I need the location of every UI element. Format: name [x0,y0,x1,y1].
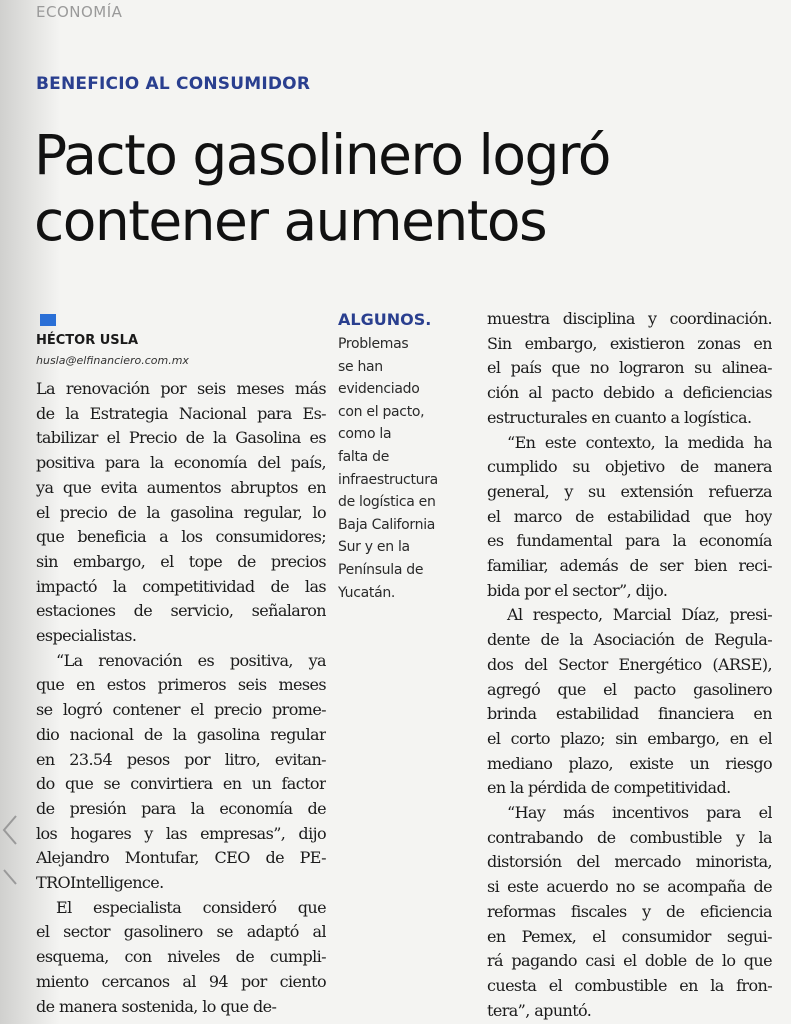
text-line: especialistas. [36,626,137,646]
text-line: rá pagando casi el doble de lo que [487,951,772,971]
sidebar-line: Problemas [338,336,409,352]
headline [34,122,774,254]
text-line: positiva para la economía del país, [36,453,326,473]
text-line: sin embargo, el tope de precios [36,551,326,571]
text-line: reformas fiscales y de eficiencia [487,901,772,921]
text-line: Sin embargo, existieron zonas en [487,333,772,353]
text-line: el corto plazo; sin embargo, en el [487,728,772,748]
text-line: mediano plazo, existe un riesgo [487,753,772,773]
text-line: bida por el sector”, dijo. [487,580,668,600]
text-line: tera”, apuntó. [487,1000,592,1020]
sidebar-line: como la [338,426,392,443]
sidebar-line: falta de [338,448,390,465]
text-line: ya que evita aumentos abruptos en [36,477,326,497]
chevron-left-icon[interactable] [0,808,20,898]
text-line: que en estos primeros seis meses [36,675,326,695]
author-name: HÉCTOR USLA [36,333,139,348]
text-line: Alejandro Montufar, CEO de PE- [36,848,326,868]
text-line: de presión para la economía de [36,798,326,818]
text-line: el precio de la gasolina regular, lo [36,502,326,522]
text-line: distorsión del mercado minorista, [487,852,772,872]
text-line: dente de la Asociación de Regula- [487,630,772,650]
text-line: esquema, con niveles de cumpli- [36,947,326,967]
article-column-3 [487,307,772,1023]
sidebar-line: Sur y en la [338,539,410,556]
sidebar-line: Yucatán. [338,584,396,601]
text-line: es fundamental para la economía [487,531,772,551]
text-line: de la Estrategia Nacional para Es- [36,403,326,423]
sidebar-line: de logística en [338,494,436,511]
sidebar-line: evidenciado [338,381,420,398]
sidebar-line: infraestructura [338,471,438,488]
text-line: general, y su extensión refuerza [487,481,772,501]
text-line: de manera sostenida, lo que de- [36,996,277,1016]
text-line: en 23.54 pesos por litro, evitan- [36,749,326,769]
text-line: agregó que el pacto gasolinero [487,679,772,699]
text-line: El especialista consideró que [56,897,326,917]
text-line: el sector gasolinero se adaptó al [36,922,326,942]
sidebar-note [338,333,473,604]
text-line: dos del Sector Energético (ARSE), [487,654,772,674]
text-line: “Hay más incentivos para el [507,803,772,823]
text-line: contrabando de combustible y la [487,827,772,847]
text-line: dio nacional de la gasolina regular [36,724,326,744]
text-line: se logró contener el precio prome- [36,700,326,720]
text-line: cumplido su objetivo de manera [487,457,772,477]
article-column-1 [36,377,326,1019]
headline-line: contener aumentos [34,189,547,253]
text-line: muestra disciplina y coordinación. [487,309,772,328]
kicker: BENEFICIO AL CONSUMIDOR [36,74,311,94]
text-line: el país que no lograron su alinea- [487,358,772,378]
text-line: estaciones de servicio, señalaron [36,601,326,621]
sidebar-line: Península de [338,561,424,578]
headline-line: Pacto gasolinero logró [34,123,610,187]
text-line: si este acuerdo no se acompaña de [487,877,772,897]
sidebar-title: ALGUNOS. [338,310,432,329]
sidebar-line: se han [338,358,383,375]
text-line: impactó la competitividad de las [36,576,326,596]
text-line: ción al pacto debido a deficiencias [487,383,772,403]
text-line: miento cercanos al 94 por ciento [36,971,326,991]
text-line: “La renovación es positiva, ya [56,650,326,670]
text-line: Al respecto, Marcial Díaz, presi- [507,605,772,625]
text-line: tabilizar el Precio de la Gasolina es [36,428,326,448]
text-line: en la pérdida de competitividad. [487,778,731,798]
text-line: TROIntelligence. [36,873,164,893]
text-line: en Pemex, el consumidor segui- [487,926,772,946]
byline-marker [40,314,56,326]
text-line: los hogares y las empresas”, dijo [36,823,326,843]
sidebar-line: con el pacto, [338,403,425,420]
author-email: husla@elfinanciero.com.mx [36,354,189,367]
text-line: que beneficia a los consumidores; [36,527,326,547]
text-line: estructurales en cuanto a logística. [487,407,752,427]
text-line: cuesta el combustible en la fron- [487,975,772,995]
text-line: brinda estabilidad financiera en [487,704,772,724]
text-line: La renovación por seis meses más [36,379,326,398]
text-line: “En este contexto, la medida ha [507,432,772,452]
section-label: ECONOMÍA [36,3,123,21]
text-line: el marco de estabilidad que hoy [487,506,772,526]
text-line: familiar, además de ser bien reci- [487,556,772,576]
sidebar-line: Baja California [338,516,436,533]
text-line: do que se convirtiera en un factor [36,774,326,794]
